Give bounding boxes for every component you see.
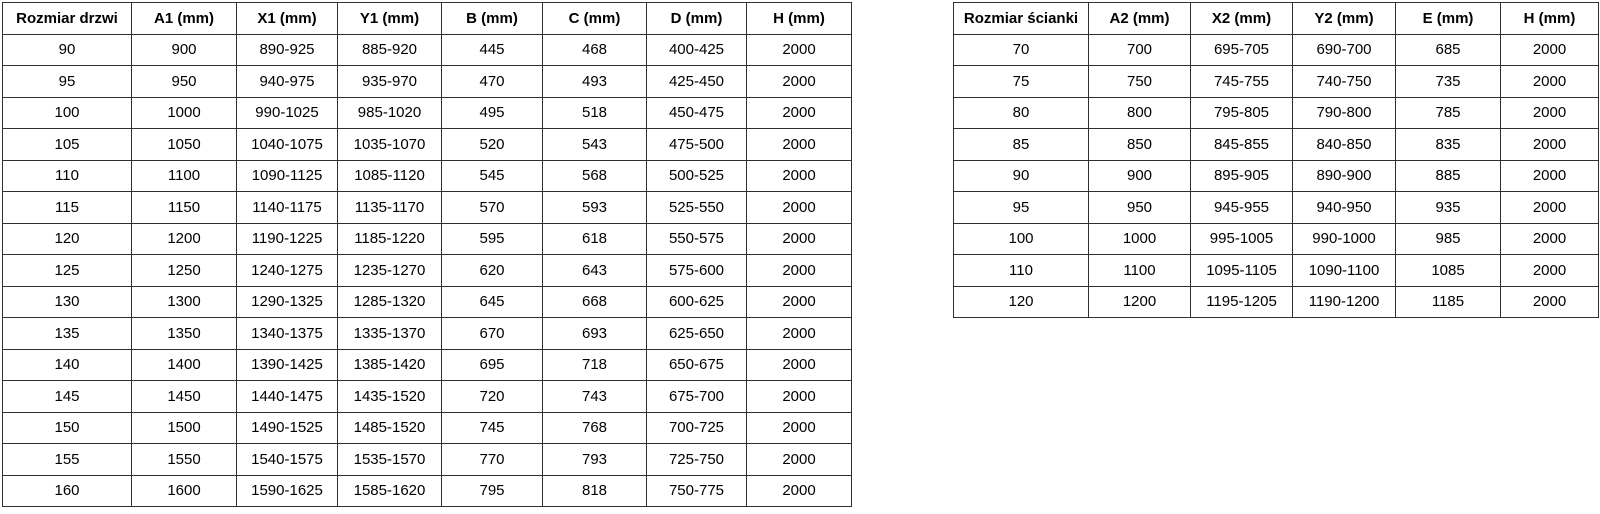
table-cell: 700 — [1089, 34, 1191, 66]
table-cell: 720 — [442, 381, 543, 413]
table-cell: 745-755 — [1191, 66, 1293, 98]
table-cell: 695-705 — [1191, 34, 1293, 66]
table-row — [3, 255, 852, 287]
table-cell: 2000 — [747, 412, 852, 444]
table-cell: 1300 — [132, 286, 237, 318]
table-cell: 1540-1575 — [237, 444, 338, 476]
table-cell: 850 — [1089, 129, 1191, 161]
table-cell: 568 — [543, 160, 647, 192]
table-cell: 1340-1375 — [237, 318, 338, 350]
table-cell: 1485-1520 — [338, 412, 442, 444]
table-cell: 1335-1370 — [338, 318, 442, 350]
table-cell: 900 — [1089, 160, 1191, 192]
table-cell: 940-975 — [237, 66, 338, 98]
table-cell: 595 — [442, 223, 543, 255]
table-cell: 900 — [132, 34, 237, 66]
table-cell: 1285-1320 — [338, 286, 442, 318]
table-cell: 750 — [1089, 66, 1191, 98]
table-row — [3, 286, 852, 318]
table-cell: 743 — [543, 381, 647, 413]
table-cell: 1585-1620 — [338, 475, 442, 507]
table-row — [3, 97, 852, 129]
table-cell: 545 — [442, 160, 543, 192]
table-cell: 2000 — [747, 34, 852, 66]
table-cell: 2000 — [747, 66, 852, 98]
table-cell: 518 — [543, 97, 647, 129]
wall-sizes-grid — [953, 2, 1599, 318]
table-cell: 685 — [1396, 34, 1501, 66]
table-cell: 840-850 — [1293, 129, 1396, 161]
table-row — [3, 66, 852, 98]
table-cell: 2000 — [1501, 255, 1599, 287]
table-row — [3, 192, 852, 224]
column-header: C (mm) — [543, 3, 647, 35]
table-cell: 800 — [1089, 97, 1191, 129]
table-cell: 1185-1220 — [338, 223, 442, 255]
table-cell: 160 — [3, 475, 132, 507]
table-cell: 985-1020 — [338, 97, 442, 129]
table-cell: 700-725 — [647, 412, 747, 444]
table-cell: 1590-1625 — [237, 475, 338, 507]
table-cell: 1500 — [132, 412, 237, 444]
table-cell: 2000 — [747, 381, 852, 413]
table-row — [954, 255, 1599, 287]
table-cell: 985 — [1396, 223, 1501, 255]
table-row — [3, 129, 852, 161]
table-cell: 2000 — [1501, 129, 1599, 161]
table-row — [954, 97, 1599, 129]
table-row — [954, 286, 1599, 318]
table-cell: 400-425 — [647, 34, 747, 66]
column-header: Rozmiar ścianki — [954, 3, 1089, 35]
table-cell: 1140-1175 — [237, 192, 338, 224]
table-cell: 1400 — [132, 349, 237, 381]
table-cell: 1450 — [132, 381, 237, 413]
table-cell: 670 — [442, 318, 543, 350]
column-header: Y1 (mm) — [338, 3, 442, 35]
table-cell: 790-800 — [1293, 97, 1396, 129]
table-cell: 2000 — [747, 475, 852, 507]
table-cell: 690-700 — [1293, 34, 1396, 66]
table-cell: 890-900 — [1293, 160, 1396, 192]
table-cell: 120 — [3, 223, 132, 255]
table-cell: 125 — [3, 255, 132, 287]
table-cell: 80 — [954, 97, 1089, 129]
table-cell: 650-675 — [647, 349, 747, 381]
table-cell: 1085-1120 — [338, 160, 442, 192]
table-cell: 995-1005 — [1191, 223, 1293, 255]
table-cell: 570 — [442, 192, 543, 224]
table-cell: 845-855 — [1191, 129, 1293, 161]
table-cell: 768 — [543, 412, 647, 444]
table-cell: 1240-1275 — [237, 255, 338, 287]
table-cell: 793 — [543, 444, 647, 476]
table-cell: 1190-1200 — [1293, 286, 1396, 318]
table-cell: 425-450 — [647, 66, 747, 98]
table-cell: 835 — [1396, 129, 1501, 161]
table-cell: 1095-1105 — [1191, 255, 1293, 287]
table-row — [3, 160, 852, 192]
table-cell: 450-475 — [647, 97, 747, 129]
table-cell: 575-600 — [647, 255, 747, 287]
table-cell: 95 — [954, 192, 1089, 224]
table-cell: 795 — [442, 475, 543, 507]
table-cell: 90 — [954, 160, 1089, 192]
table-cell: 2000 — [747, 255, 852, 287]
table-cell: 130 — [3, 286, 132, 318]
table-cell: 885-920 — [338, 34, 442, 66]
table-cell: 150 — [3, 412, 132, 444]
table-cell: 95 — [3, 66, 132, 98]
table-cell: 85 — [954, 129, 1089, 161]
table-cell: 643 — [543, 255, 647, 287]
table-cell: 695 — [442, 349, 543, 381]
table-cell: 1250 — [132, 255, 237, 287]
table-row — [3, 412, 852, 444]
column-header: A1 (mm) — [132, 3, 237, 35]
table-cell: 445 — [442, 34, 543, 66]
table-cell: 990-1000 — [1293, 223, 1396, 255]
table-cell: 1350 — [132, 318, 237, 350]
table-cell: 935-970 — [338, 66, 442, 98]
table-cell: 2000 — [747, 223, 852, 255]
table-cell: 2000 — [747, 192, 852, 224]
column-header: B (mm) — [442, 3, 543, 35]
table-cell: 1090-1100 — [1293, 255, 1396, 287]
table-cell: 1490-1525 — [237, 412, 338, 444]
table-row — [3, 475, 852, 507]
table-row — [3, 444, 852, 476]
table-cell: 1085 — [1396, 255, 1501, 287]
table-cell: 1035-1070 — [338, 129, 442, 161]
table-cell: 1535-1570 — [338, 444, 442, 476]
table-cell: 990-1025 — [237, 97, 338, 129]
table-cell: 1040-1075 — [237, 129, 338, 161]
column-header: Rozmiar drzwi — [3, 3, 132, 35]
table-cell: 105 — [3, 129, 132, 161]
table-cell: 1435-1520 — [338, 381, 442, 413]
table-row — [954, 192, 1599, 224]
table-cell: 940-950 — [1293, 192, 1396, 224]
table-cell: 120 — [954, 286, 1089, 318]
table-cell: 2000 — [1501, 286, 1599, 318]
table-cell: 1090-1125 — [237, 160, 338, 192]
table-cell: 475-500 — [647, 129, 747, 161]
table-cell: 2000 — [1501, 223, 1599, 255]
table-row — [954, 34, 1599, 66]
table-cell: 2000 — [1501, 160, 1599, 192]
table-cell: 1050 — [132, 129, 237, 161]
table-cell: 1185 — [1396, 286, 1501, 318]
table-cell: 950 — [132, 66, 237, 98]
table-cell: 2000 — [1501, 192, 1599, 224]
table-cell: 495 — [442, 97, 543, 129]
column-header: D (mm) — [647, 3, 747, 35]
table-cell: 1200 — [1089, 286, 1191, 318]
table-row — [3, 381, 852, 413]
column-header: X1 (mm) — [237, 3, 338, 35]
table-cell: 668 — [543, 286, 647, 318]
table-cell: 493 — [543, 66, 647, 98]
table-cell: 795-805 — [1191, 97, 1293, 129]
table-cell: 500-525 — [647, 160, 747, 192]
table-cell: 625-650 — [647, 318, 747, 350]
table-cell: 735 — [1396, 66, 1501, 98]
table-cell: 725-750 — [647, 444, 747, 476]
column-header: H (mm) — [747, 3, 852, 35]
table-cell: 2000 — [747, 97, 852, 129]
table-cell: 1150 — [132, 192, 237, 224]
table-cell: 620 — [442, 255, 543, 287]
table-cell: 1100 — [132, 160, 237, 192]
table-cell: 155 — [3, 444, 132, 476]
table-cell: 135 — [3, 318, 132, 350]
table-cell: 2000 — [1501, 34, 1599, 66]
table-cell: 950 — [1089, 192, 1191, 224]
table-cell: 645 — [442, 286, 543, 318]
table-row — [954, 66, 1599, 98]
table-cell: 593 — [543, 192, 647, 224]
wall-sizes-table — [953, 2, 1599, 318]
table-cell: 2000 — [747, 349, 852, 381]
table-cell: 618 — [543, 223, 647, 255]
table-cell: 2000 — [747, 129, 852, 161]
table-cell: 885 — [1396, 160, 1501, 192]
table-cell: 1195-1205 — [1191, 286, 1293, 318]
table-cell: 1000 — [1089, 223, 1191, 255]
table-cell: 2000 — [1501, 97, 1599, 129]
table-cell: 2000 — [747, 318, 852, 350]
table-cell: 145 — [3, 381, 132, 413]
table-cell: 740-750 — [1293, 66, 1396, 98]
table-row — [3, 318, 852, 350]
table-cell: 2000 — [1501, 66, 1599, 98]
table-cell: 890-925 — [237, 34, 338, 66]
table-cell: 935 — [1396, 192, 1501, 224]
table-cell: 468 — [543, 34, 647, 66]
table-cell: 110 — [954, 255, 1089, 287]
table-cell: 818 — [543, 475, 647, 507]
column-header: H (mm) — [1501, 3, 1599, 35]
table-cell: 1600 — [132, 475, 237, 507]
table-cell: 1290-1325 — [237, 286, 338, 318]
table-cell: 1135-1170 — [338, 192, 442, 224]
table-cell: 1100 — [1089, 255, 1191, 287]
table-row — [954, 223, 1599, 255]
table-cell: 1385-1420 — [338, 349, 442, 381]
column-header: Y2 (mm) — [1293, 3, 1396, 35]
table-cell: 525-550 — [647, 192, 747, 224]
table-cell: 785 — [1396, 97, 1501, 129]
table-cell: 745 — [442, 412, 543, 444]
table-row — [3, 223, 852, 255]
header-row — [3, 3, 852, 35]
column-header: E (mm) — [1396, 3, 1501, 35]
table-cell: 470 — [442, 66, 543, 98]
table-cell: 550-575 — [647, 223, 747, 255]
table-cell: 2000 — [747, 286, 852, 318]
table-cell: 1235-1270 — [338, 255, 442, 287]
table-row — [954, 129, 1599, 161]
table-cell: 1200 — [132, 223, 237, 255]
table-cell: 1190-1225 — [237, 223, 338, 255]
table-cell: 100 — [3, 97, 132, 129]
table-cell: 115 — [3, 192, 132, 224]
table-cell: 600-625 — [647, 286, 747, 318]
table-cell: 70 — [954, 34, 1089, 66]
table-cell: 750-775 — [647, 475, 747, 507]
table-cell: 100 — [954, 223, 1089, 255]
door-sizes-table — [2, 2, 852, 507]
table-cell: 675-700 — [647, 381, 747, 413]
table-cell: 2000 — [747, 160, 852, 192]
table-cell: 140 — [3, 349, 132, 381]
table-cell: 770 — [442, 444, 543, 476]
table-cell: 75 — [954, 66, 1089, 98]
table-cell: 1550 — [132, 444, 237, 476]
table-cell: 1390-1425 — [237, 349, 338, 381]
column-header: X2 (mm) — [1191, 3, 1293, 35]
door-sizes-grid — [2, 2, 852, 507]
table-cell: 520 — [442, 129, 543, 161]
header-row — [954, 3, 1599, 35]
table-row — [954, 160, 1599, 192]
column-header: A2 (mm) — [1089, 3, 1191, 35]
table-cell: 718 — [543, 349, 647, 381]
table-cell: 2000 — [747, 444, 852, 476]
table-cell: 895-905 — [1191, 160, 1293, 192]
table-cell: 693 — [543, 318, 647, 350]
table-cell: 1440-1475 — [237, 381, 338, 413]
table-cell: 543 — [543, 129, 647, 161]
table-cell: 90 — [3, 34, 132, 66]
table-cell: 1000 — [132, 97, 237, 129]
table-cell: 110 — [3, 160, 132, 192]
table-row — [3, 34, 852, 66]
table-cell: 945-955 — [1191, 192, 1293, 224]
table-row — [3, 349, 852, 381]
